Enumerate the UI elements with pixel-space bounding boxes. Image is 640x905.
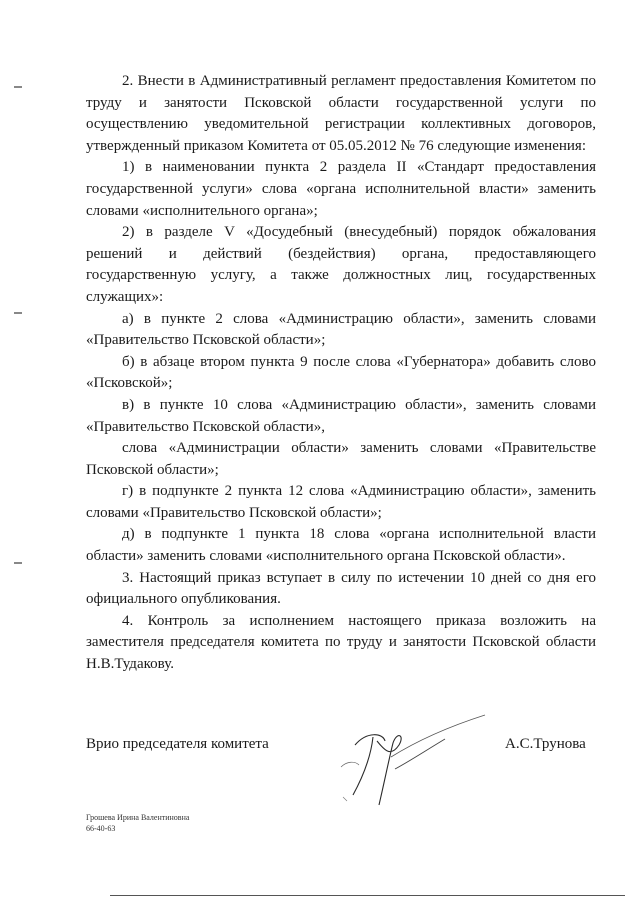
executor-phone: 66-40-63 <box>86 824 116 833</box>
paragraph-subitem-v: в) в пункте 10 слова «Администрацию области», заменить словами «Правительство Псковской области», <box>86 396 596 435</box>
paragraph-subitem-1: 1) в наименовании пункта 2 раздела II «Стандарт предоставления государственной услуги» слова «органа исполнительной власти» заменить словами «исполнительного органа»; <box>86 159 596 219</box>
margin-mark <box>14 86 22 88</box>
scan-edge-line <box>110 895 625 896</box>
executor-name: Грошева Ирина Валентиновна <box>86 813 190 822</box>
margin-mark <box>14 312 22 314</box>
signatory-position: Врио председателя комитета <box>86 736 269 752</box>
paragraph-subitem-d: д) в подпункте 1 пункта 18 слова «органа исполнительной власти области» заменить словами «исполнительного органа Псковской области». <box>86 526 596 565</box>
paragraph-subitem-a: а) в пункте 2 слова «Администрацию области», заменить словами «Правительство Псковской области»; <box>86 310 596 349</box>
paragraph-subitem-2: 2) в разделе V «Досудебный (внесудебный) порядок обжалования решений и действий (бездействия) органа, предоставляющего государственную услугу, а также должностных лиц, государственных служащих»: <box>86 224 596 305</box>
executor-info <box>86 812 189 834</box>
document-body <box>86 71 596 676</box>
signatory-name: А.С.Трунова <box>505 736 586 752</box>
margin-mark <box>14 562 22 564</box>
handwritten-signature <box>335 705 510 815</box>
paragraph-subitem-v-cont: слова «Администрации области» заменить словами «Правительстве Псковской области»; <box>86 440 596 478</box>
paragraph-item-2: 2. Внести в Административный регламент предоставления Комитетом по труду и занятости Псковской области государственной услуги по осуществлению уведомительной регистрации коллективных договоров, утвержденный приказом Комитета от 05.05.2012 № 76 следующие изменения: <box>86 73 596 154</box>
paragraph-subitem-b: б) в абзаце втором пункта 9 после слова «Губернатора» добавить слово «Псковской»; <box>86 353 596 392</box>
paragraph-item-4: 4. Контроль за исполнением настоящего приказа возложить на заместителя председателя комитета по труду и занятости Псковской области Н.В.Тудакову. <box>86 612 596 673</box>
paragraph-subitem-g: г) в подпункте 2 пункта 12 слова «Администрацию области», заменить словами «Правительство Псковской области»; <box>86 483 596 521</box>
paragraph-item-3: 3. Настоящий приказ вступает в силу по истечении 10 дней со дня его официального опубликования. <box>86 569 596 608</box>
